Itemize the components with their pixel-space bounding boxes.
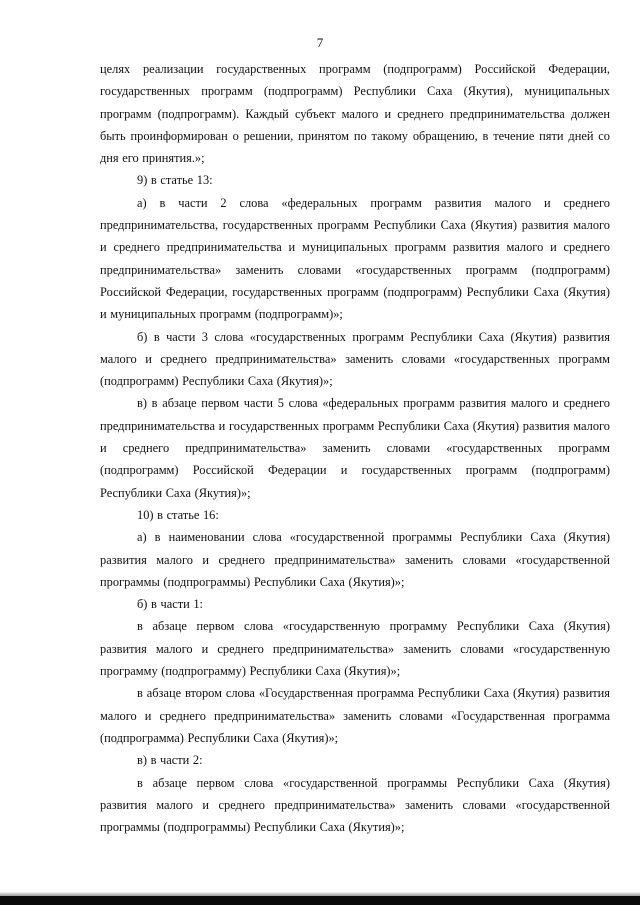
paragraph-item-10b-second: в абзаце втором слова «Государственная программа Республики Саха (Якутия) развития малого и среднего предпринимательства» заменить словами «Государственная программа (подпрограмма) Республики Саха (Якутия)»; xyxy=(100,686,610,745)
page-number: 7 xyxy=(316,35,324,50)
paragraph-item-10v-first: в абзаце первом слова «государственной программы Республики Саха (Якутия) развития малого и среднего предпринимательства» заменить словами «государственной программы (подпрограммы) Республики Саха (Якутия)»; xyxy=(100,775,610,835)
paragraph-item-9v: в) в абзаце первом части 5 слова «федеральных программ развития малого и среднего предпринимательства и государственных программ Республики Саха (Якутия) развития малого и среднего предпринимательства» заменить словами «государственных программ (подпрограмм) Российской Федерации и государственных программ (подпрограмм) Республики Саха (Якутия)»; xyxy=(100,396,610,500)
paragraph-item-10a: а) в наименовании слова «государственной программы Республики Саха (Якутия) развития малого и среднего предпринимательства» заменить словами «государственной программы (подпрограммы) Республики Саха (Якутия)»; xyxy=(100,530,610,589)
paragraph-item-10: 10) в статье 16: xyxy=(137,507,219,522)
paragraph-item-10v: в) в части 2: xyxy=(137,753,203,768)
paragraph-item-10b: б) в части 1: xyxy=(137,597,203,612)
paragraph-item-9: 9) в статье 13: xyxy=(137,173,213,188)
paragraph-item-10b-first: в абзаце первом слова «государственную программу Республики Саха (Якутия) развития малого и среднего предпринимательства» заменить словами «государственную программу (подпрограмму) Республики Саха (Якутия)»; xyxy=(100,619,610,679)
paragraph-item-9b: б) в части 3 слова «государственных программ Республики Саха (Якутия) развития малого и среднего предпринимательства» заменить словами «государственных программ (подпрограмм) Республики Саха (Якутия)»; xyxy=(100,329,610,389)
paragraph-continuation: целях реализации государственных программ (подпрограмм) Российской Федерации, государственных программ (подпрограмм) Республики Саха (Якутия), муниципальных программ (подпрограмм). Каждый субъект малого и среднего предпринимательства должен быть проинформирован о решении, принятом по такому обращению, в течение пяти дней со дня его принятия.»; xyxy=(100,62,610,166)
paragraph-item-9a: а) в части 2 слова «федеральных программ развития малого и среднего предпринимательства, государственных программ Республики Саха (Якутия) развития малого и среднего предпринимательства и муниципальных программ развития малого и среднего предпринимательства» заменить словами «государственных программ (подпрограмм) Российской Федерации, государственных программ (подпрограмм) Республики Саха (Якутия) и муниципальных программ (подпрограмм)»; xyxy=(100,195,610,322)
scan-edge-bar xyxy=(0,896,640,905)
document-body xyxy=(100,58,610,838)
